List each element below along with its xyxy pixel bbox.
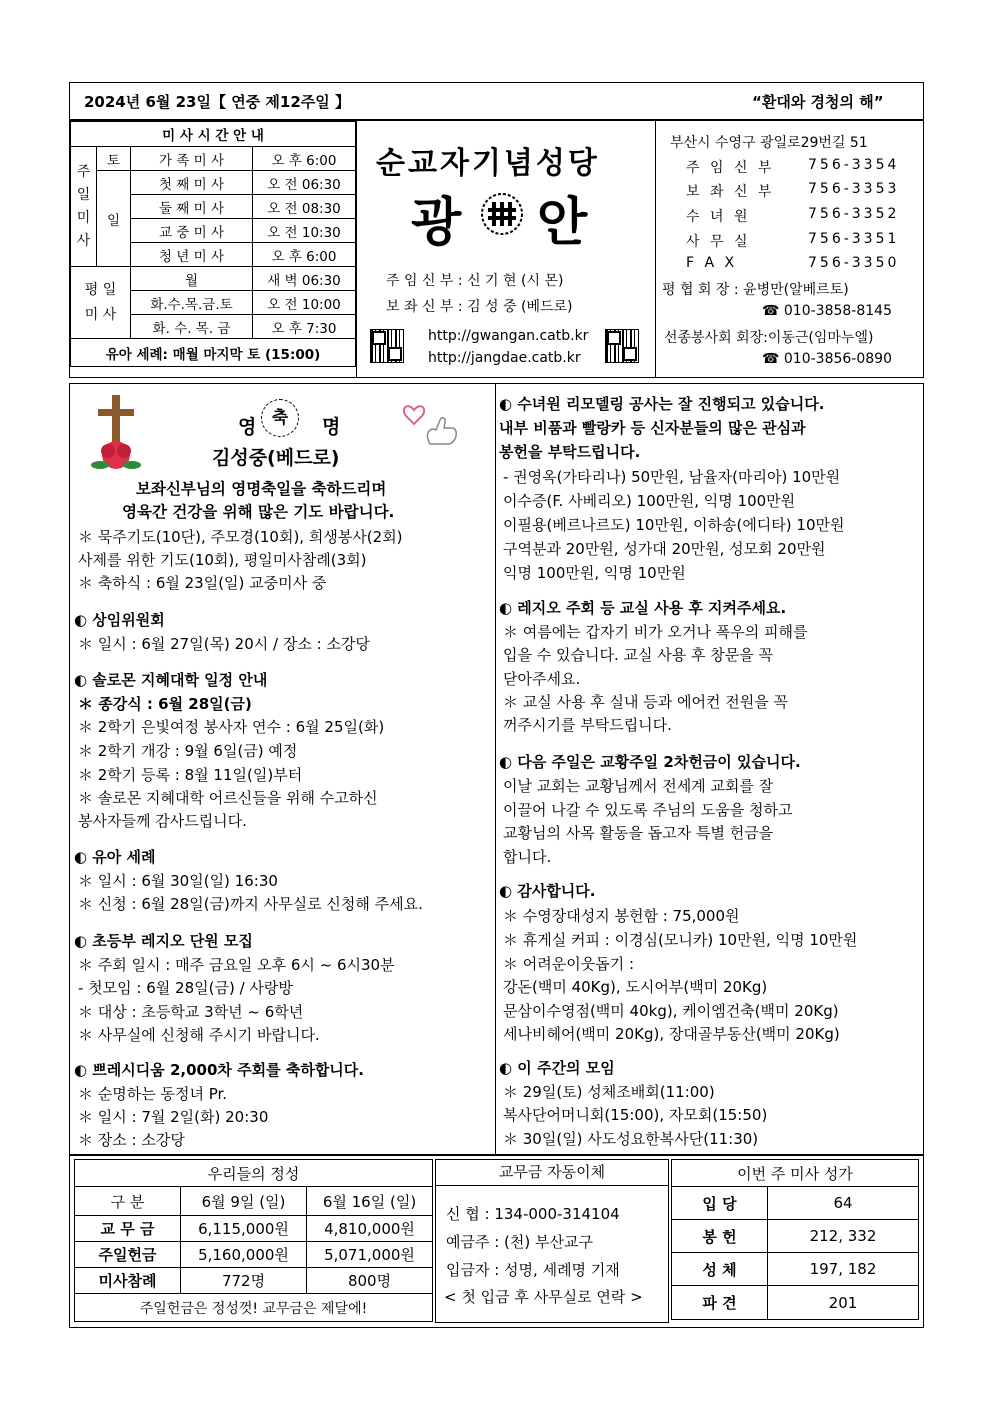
section-item: 복사단어머니회(15:00), 자모회(15:50) bbox=[503, 1106, 768, 1124]
feast-item: ＊ 묵주기도(10단), 주모경(10회), 희생봉사(2회) bbox=[78, 528, 403, 546]
column-divider bbox=[495, 383, 496, 1155]
finance-value: 4,810,000원 bbox=[307, 1216, 433, 1242]
section-item: ＊ 휴게실 커피 : 이경심(모니카) 10만원, 익명 10만원 bbox=[503, 931, 858, 949]
feast-title-b: 명 bbox=[322, 416, 341, 438]
feast-item: 사제를 위한 기도(10회), 평일미사참례(3회) bbox=[78, 551, 367, 569]
section-title: 봉헌을 부탁드립니다. bbox=[499, 443, 641, 461]
section-title: ◐ 솔로몬 지혜대학 일정 안내 bbox=[74, 671, 268, 689]
finance-value: 5,071,000원 bbox=[307, 1242, 433, 1268]
section-title: 내부 비품과 빨랑카 등 신자분들의 많은 관심과 bbox=[499, 419, 806, 437]
section-item: 닫아주세요. bbox=[503, 670, 581, 688]
church-emblem-icon bbox=[478, 190, 526, 238]
hymn-label: 입 당 bbox=[672, 1187, 768, 1220]
section-item: 이끌어 나갈 수 있도록 주님의 도움을 청하고 bbox=[503, 801, 793, 819]
feast-item: ＊ 축하식 : 6월 23일(일) 교중미사 중 bbox=[78, 574, 327, 592]
mass-title: 미 사 시 간 안 내 bbox=[71, 122, 356, 147]
section-item: 문삼이수영점(백미 40kg), 케이엠건축(백미 20Kg) bbox=[503, 1002, 839, 1020]
section-item: ＊ 여름에는 갑자기 비가 오거나 폭우의 피해를 bbox=[503, 623, 808, 641]
section-item: ＊ 일시 : 7월 2일(화) 20:30 bbox=[78, 1108, 269, 1126]
finance-label: 미사참례 bbox=[75, 1268, 181, 1294]
autopay-line: 신 협 : 134-000-314104 bbox=[446, 1205, 620, 1223]
section-item: ＊ 29일(토) 성체조배회(11:00) bbox=[503, 1083, 715, 1101]
feast-message: 보좌신부님의 영명축일을 축하드리며 bbox=[136, 480, 387, 498]
section-item: ＊ 수영장대성지 봉헌함 : 75,000원 bbox=[503, 907, 740, 925]
finance-table bbox=[74, 1159, 433, 1322]
section-title: ◐ 레지오 주회 등 교실 사용 후 지켜주세요. bbox=[499, 599, 787, 617]
section-item: ＊ 주회 일시 : 매주 금요일 오후 6시 ~ 6시30분 bbox=[78, 956, 395, 974]
section-item: - 첫모임 : 6월 28일(금) / 사랑방 bbox=[78, 979, 293, 997]
contact-value: 756-3351 bbox=[808, 231, 900, 247]
section-item: 이수증(F. 사베리오) 100만원, 익명 100만원 bbox=[503, 492, 796, 510]
mass-time: 오 후 6:00 bbox=[253, 147, 356, 171]
autopay-title: 교무금 자동이체 bbox=[435, 1159, 669, 1186]
section-item: ＊ 2학기 등록 : 8월 11일(일)부터 bbox=[78, 766, 303, 784]
section-item: 익명 100만원, 익명 10만원 bbox=[503, 564, 686, 582]
council-phone: ☎ 010-3858-8145 bbox=[762, 303, 892, 319]
finance-value: 772명 bbox=[181, 1268, 307, 1294]
section-item: ＊ 대상 : 초등학교 3학년 ~ 6학년 bbox=[78, 1003, 304, 1021]
missionary-phone: ☎ 010-3856-0890 bbox=[762, 351, 892, 367]
hymns-table bbox=[671, 1159, 919, 1320]
feast-mark bbox=[261, 399, 299, 437]
contact-value: 756-3350 bbox=[808, 255, 900, 271]
council-head: 평 협 회 장 : 윤병만(알베르토) bbox=[662, 282, 849, 298]
header-date: 2024년 6월 23일【 연중 제12주일 】 bbox=[84, 93, 350, 111]
contact-label: F A X bbox=[686, 255, 738, 271]
finance-col-header: 6월 9일 (일) bbox=[181, 1187, 307, 1216]
section-item: 이날 교회는 교황님께서 전세계 교회를 잘 bbox=[503, 777, 774, 795]
mass-time: 새 벽 06:30 bbox=[253, 267, 356, 291]
mass-time: 오 후 7:30 bbox=[253, 315, 356, 339]
section-item: ＊ 신청 : 6월 28일(금)까지 사무실로 신청해 주세요. bbox=[78, 895, 423, 913]
section-item: 교황님의 사목 활동을 돕고자 특별 헌금을 bbox=[503, 824, 774, 842]
mass-name: 월 bbox=[131, 267, 253, 291]
finance-col-header: 구 분 bbox=[75, 1187, 181, 1216]
section-title: ◐ 유아 세례 bbox=[74, 848, 156, 866]
section-title: ◐ 상임위원회 bbox=[74, 611, 165, 629]
contact-value: 756-3354 bbox=[808, 157, 900, 173]
contact-value: 756-3353 bbox=[808, 181, 900, 197]
address: 부산시 수영구 광일로29번길 51 bbox=[670, 135, 868, 151]
contact-label: 보 좌 신 부 bbox=[686, 184, 775, 200]
section-item: ＊ 장소 : 소강당 bbox=[78, 1131, 185, 1149]
hymn-label: 파 견 bbox=[672, 1286, 768, 1320]
section-title: ◐ 다음 주일은 교황주일 2차헌금이 있습니다. bbox=[499, 753, 801, 771]
section-item: 꺼주시기를 부탁드립니다. bbox=[503, 716, 672, 734]
hymn-value: 64 bbox=[768, 1187, 919, 1220]
finance-value: 6,115,000원 bbox=[181, 1216, 307, 1242]
header-motto: “환대와 경청의 해” bbox=[752, 93, 884, 111]
missionary-head: 선종봉사회 회장:이동근(임마누엘) bbox=[664, 330, 874, 346]
autopay-line: 입금자 : 성명, 세례명 기재 bbox=[446, 1261, 620, 1279]
mass-name: 화. 수. 목. 금 bbox=[131, 315, 253, 339]
hymn-label: 봉 헌 bbox=[672, 1220, 768, 1253]
section-item: ＊ 2학기 은빛여정 봉사자 연수 : 6월 25일(화) bbox=[78, 718, 385, 736]
pastor-line: 주 임 신 부 : 신 기 현 (시 몬) bbox=[386, 273, 564, 289]
church-subtitle: 순교자기념성당 bbox=[376, 146, 600, 181]
section-item: ＊ 2학기 개강 : 9월 6일(금) 예정 bbox=[78, 742, 298, 760]
finance-value: 5,160,000원 bbox=[181, 1242, 307, 1268]
mass-time: 오 후 6:00 bbox=[253, 243, 356, 267]
mass-name: 화.수.목.금.토 bbox=[131, 291, 253, 315]
sat-label: 토 bbox=[97, 147, 131, 171]
hymn-value: 201 bbox=[768, 1286, 919, 1320]
qr-code-icon[interactable] bbox=[605, 329, 639, 363]
section-item: 합니다. bbox=[503, 848, 552, 866]
finance-label: 주일헌금 bbox=[75, 1242, 181, 1268]
mass-name: 청 년 미 사 bbox=[131, 243, 253, 267]
mass-name: 가 족 미 사 bbox=[131, 147, 253, 171]
hymn-label: 성 체 bbox=[672, 1253, 768, 1286]
finance-col-header: 6월 16일 (일) bbox=[307, 1187, 433, 1216]
section-title: ◐ 초등부 레지오 단원 모집 bbox=[74, 932, 253, 950]
section-item: 구역분과 20만원, 성가대 20만원, 성모회 20만원 bbox=[503, 540, 826, 558]
section-item: 강돈(백미 40Kg), 도시어부(백미 20Kg) bbox=[503, 978, 768, 996]
finance-value: 800명 bbox=[307, 1268, 433, 1294]
section-title: ◐ 감사합니다. bbox=[499, 882, 596, 900]
section-title: ◐ 쁘레시디움 2,000차 주회를 축하합니다. bbox=[74, 1061, 364, 1079]
contact-value: 756-3352 bbox=[808, 206, 900, 222]
section-item: - 권영옥(가타리나) 50만원, 남율자(마리아) 10만원 bbox=[503, 468, 841, 486]
feast-title-a: 영 bbox=[238, 416, 257, 438]
hymn-value: 212, 332 bbox=[768, 1220, 919, 1253]
finance-label: 교 무 금 bbox=[75, 1216, 181, 1242]
mass-name: 둘 째 미 사 bbox=[131, 195, 253, 219]
feast-message: 영육간 건강을 위해 많은 기도 바랍니다. bbox=[122, 503, 395, 521]
assistant-line: 보 좌 신 부 : 김 성 중 (베드로) bbox=[386, 299, 573, 315]
section-item: 세나비헤어(백미 20Kg), 장대골부동산(백미 20Kg) bbox=[503, 1025, 840, 1043]
section-item: ＊ 솔로몬 지혜대학 어르신들을 위해 수고하신 bbox=[78, 789, 378, 807]
church-name-right: 안 bbox=[537, 192, 588, 253]
finance-footer: 주일헌금은 정성껏! 교무금은 제달에! bbox=[75, 1294, 433, 1322]
section-item: ＊ 사무실에 신청해 주시기 바랍니다. bbox=[78, 1026, 320, 1044]
autopay-line: 예금주 : (천) 부산교구 bbox=[446, 1233, 593, 1251]
feast-mark-text: 축 bbox=[271, 408, 289, 428]
section-item: ＊ 교실 사용 후 실내 등과 에어컨 전원을 꼭 bbox=[503, 693, 788, 711]
sunday-label: 주 일 미 사 bbox=[71, 147, 97, 267]
autopay-line: < 첫 입금 후 사무실로 연락 > bbox=[444, 1288, 643, 1306]
mass-time: 오 전 10:00 bbox=[253, 291, 356, 315]
mass-name: 첫 째 미 사 bbox=[131, 171, 253, 195]
mass-time: 오 전 10:30 bbox=[253, 219, 356, 243]
feast-name: 김성중(베드로) bbox=[212, 447, 340, 469]
hymns-title: 이번 주 미사 성가 bbox=[672, 1160, 919, 1187]
section-title: ◐ 이 주간의 모임 bbox=[499, 1059, 615, 1077]
heart-hand-icon bbox=[400, 400, 464, 450]
divider bbox=[655, 120, 656, 378]
section-item: 봉사자들께 감사드립니다. bbox=[78, 812, 247, 830]
section-item: ＊ 종강식 : 6월 28일(금) bbox=[78, 695, 252, 713]
mass-time: 오 전 06:30 bbox=[253, 171, 356, 195]
finance-title: 우리들의 정성 bbox=[75, 1160, 433, 1187]
section-item: 입을 수 있습니다. 교실 사용 후 창문을 꼭 bbox=[503, 646, 773, 664]
qr-code-icon[interactable] bbox=[370, 329, 404, 363]
cross-rose-icon bbox=[86, 393, 146, 475]
contact-label: 주 임 신 부 bbox=[686, 160, 775, 176]
mass-time: 오 전 08:30 bbox=[253, 195, 356, 219]
section-item: ＊ 어려운이웃돕기 : bbox=[503, 955, 635, 973]
weekday-label: 평 일 미 사 bbox=[71, 267, 131, 339]
section-item: ＊ 30일(일) 사도성요한복사단(11:30) bbox=[503, 1130, 759, 1148]
section-title: ◐ 수녀원 리모델링 공사는 잘 진행되고 있습니다. bbox=[499, 395, 825, 413]
mass-name: 교 중 미 사 bbox=[131, 219, 253, 243]
church-name-left: 광 bbox=[411, 192, 462, 253]
baptism-note: 유아 세례: 매월 마지막 토 (15:00) bbox=[71, 339, 356, 367]
hymn-value: 197, 182 bbox=[768, 1253, 919, 1286]
section-item: 이필용(베르나르도) 10만원, 이하송(에디타) 10만원 bbox=[503, 516, 845, 534]
divider bbox=[356, 120, 357, 378]
url-link[interactable]: http://jangdae.catb.kr bbox=[428, 350, 581, 366]
section-item: ＊ 순명하는 동정녀 Pr. bbox=[78, 1085, 228, 1103]
url-link[interactable]: http://gwangan.catb.kr bbox=[428, 328, 589, 344]
contact-label: 사 무 실 bbox=[686, 234, 751, 250]
section-item: ＊ 일시 : 6월 30일(일) 16:30 bbox=[78, 872, 278, 890]
section-item: ＊ 일시 : 6월 27일(목) 20시 / 장소 : 소강당 bbox=[78, 635, 370, 653]
sun-label: 일 bbox=[97, 171, 131, 267]
contact-label: 수 녀 원 bbox=[686, 209, 751, 225]
